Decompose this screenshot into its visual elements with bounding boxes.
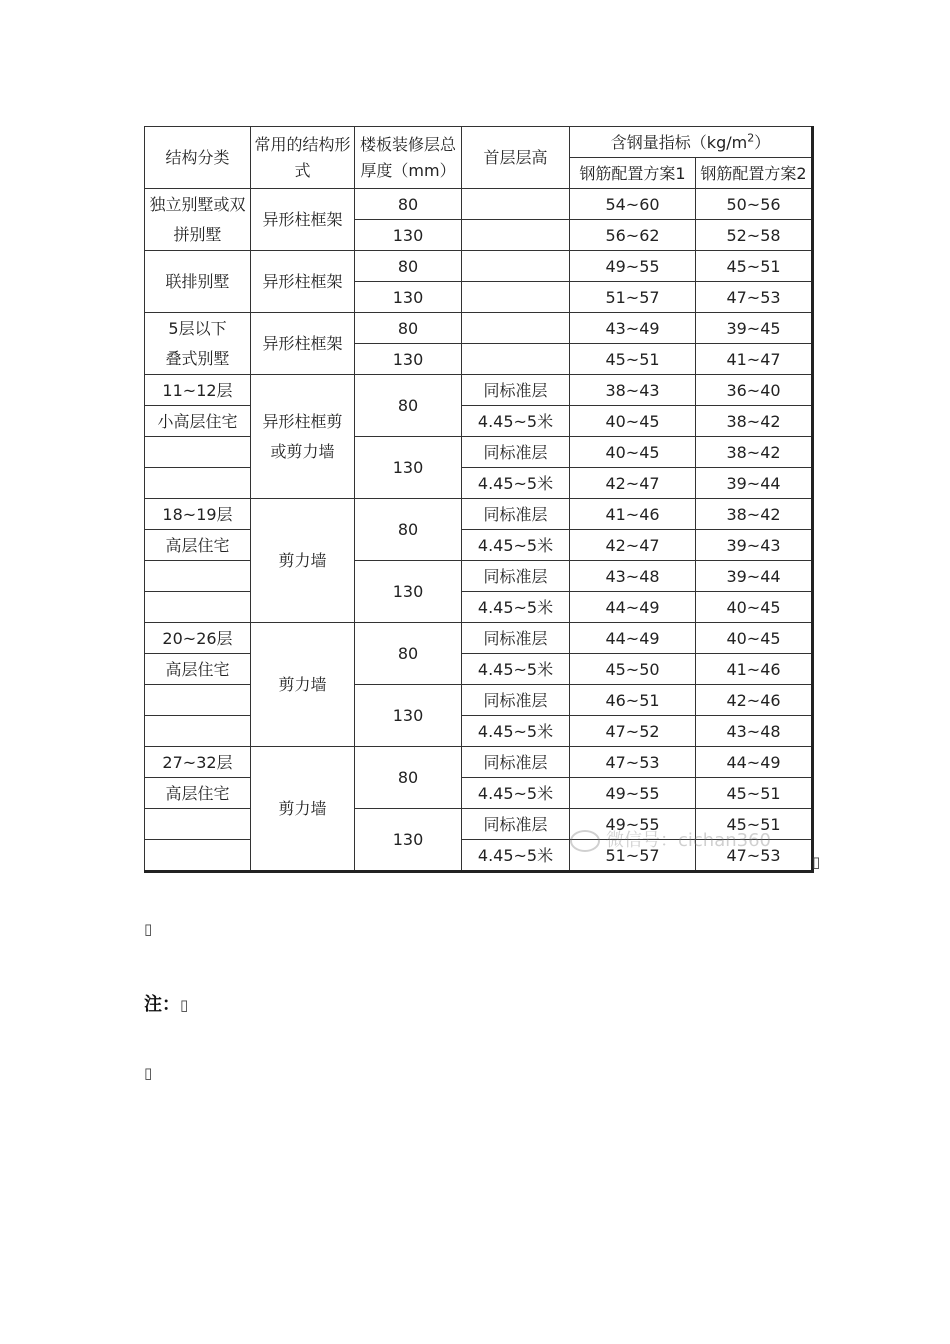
- cell-plan1: 43~48: [570, 561, 696, 592]
- header-structure-form: 常用的结构形式: [251, 127, 355, 189]
- cell-plan2: 47~53: [696, 282, 813, 313]
- cell-plan1: 45~50: [570, 654, 696, 685]
- cell-plan2: 39~43: [696, 530, 813, 561]
- placeholder-glyph: ▯: [812, 853, 821, 871]
- table-row: [145, 251, 813, 282]
- table-row: [145, 468, 813, 499]
- cell-first-floor-height: 4.45~5米: [462, 592, 570, 623]
- header-steel-index-tail: ）: [754, 132, 771, 152]
- cell-structure-class: [145, 437, 251, 468]
- table-row: [145, 778, 813, 809]
- placeholder-glyph: ▯: [180, 996, 189, 1014]
- table-row: [145, 685, 813, 716]
- cell-plan1: 51~57: [570, 840, 696, 872]
- placeholder-glyph: ▯: [144, 1064, 153, 1082]
- class-line: 5层以下: [168, 318, 227, 338]
- table-row: [145, 809, 813, 840]
- header-structure-class: 结构分类: [145, 127, 251, 189]
- cell-first-floor-height: 同标准层: [462, 375, 570, 406]
- cell-structure-class: [145, 716, 251, 747]
- cell-thickness: 130: [355, 282, 462, 313]
- cell-first-floor-height: 同标准层: [462, 623, 570, 654]
- cell-thickness: 80: [355, 251, 462, 282]
- cell-thickness: 130: [355, 220, 462, 251]
- cell-structure-class: [145, 313, 251, 375]
- cell-plan1: 40~45: [570, 437, 696, 468]
- form-line: 异形柱框剪: [262, 411, 343, 431]
- cell-plan1: 51~57: [570, 282, 696, 313]
- cell-structure-class: [145, 189, 251, 251]
- cell-structure-form: 剪力墙: [251, 499, 355, 623]
- cell-structure-class: [145, 561, 251, 592]
- cell-first-floor-height: [462, 220, 570, 251]
- table-row: [145, 189, 813, 220]
- cell-plan1: 44~49: [570, 623, 696, 654]
- table-row: [145, 840, 813, 872]
- cell-structure-class: 小高层住宅: [145, 406, 251, 437]
- cell-structure-class: 11~12层: [145, 375, 251, 406]
- cell-thickness: 130: [355, 809, 462, 872]
- cell-plan2: 36~40: [696, 375, 813, 406]
- cell-first-floor-height: 同标准层: [462, 809, 570, 840]
- cell-plan1: 42~47: [570, 468, 696, 499]
- cell-plan2: 39~44: [696, 561, 813, 592]
- table-body: [145, 189, 813, 872]
- watermark-text: 微信号：cichan360: [606, 830, 771, 851]
- cell-structure-class: 高层住宅: [145, 778, 251, 809]
- cell-plan2: 41~47: [696, 344, 813, 375]
- header-steel-index-text: 含钢量指标（kg/m: [610, 132, 748, 152]
- table-row: [145, 406, 813, 437]
- steel-content-table: [144, 126, 814, 873]
- cell-plan1: 43~49: [570, 313, 696, 344]
- cell-first-floor-height: [462, 344, 570, 375]
- table-row: [145, 623, 813, 654]
- cell-first-floor-height: 4.45~5米: [462, 468, 570, 499]
- cell-structure-form: [251, 375, 355, 499]
- cell-thickness: 80: [355, 747, 462, 809]
- cell-structure-form: 异形柱框架: [251, 189, 355, 251]
- cell-structure-class: [145, 251, 251, 313]
- cell-first-floor-height: 4.45~5米: [462, 530, 570, 561]
- cell-first-floor-height: 同标准层: [462, 685, 570, 716]
- cell-thickness: 80: [355, 499, 462, 561]
- cell-thickness: 80: [355, 623, 462, 685]
- cell-structure-class: [145, 685, 251, 716]
- cell-structure-class: [145, 468, 251, 499]
- cell-thickness: 130: [355, 685, 462, 747]
- table-row: [145, 716, 813, 747]
- cell-plan2: 45~51: [696, 778, 813, 809]
- header-slab-thickness: 楼板装修层总厚度（mm）: [355, 127, 462, 189]
- table-row: [145, 499, 813, 530]
- cell-plan1: 45~51: [570, 344, 696, 375]
- cell-plan1: 42~47: [570, 530, 696, 561]
- note-label-text: 注：: [144, 994, 180, 1015]
- table-row: [145, 592, 813, 623]
- placeholder-glyph: ▯: [144, 920, 153, 938]
- cell-first-floor-height: 4.45~5米: [462, 716, 570, 747]
- cell-structure-form: 异形柱框架: [251, 313, 355, 375]
- table-row: [145, 437, 813, 468]
- cell-plan2: 38~42: [696, 406, 813, 437]
- cell-plan1: 49~55: [570, 778, 696, 809]
- cell-first-floor-height: 同标准层: [462, 499, 570, 530]
- cell-first-floor-height: [462, 282, 570, 313]
- cell-thickness: 80: [355, 375, 462, 437]
- table-row: [145, 530, 813, 561]
- table-row: [145, 375, 813, 406]
- cell-first-floor-height: 4.45~5米: [462, 778, 570, 809]
- cell-first-floor-height: 同标准层: [462, 437, 570, 468]
- cell-plan2: 40~45: [696, 592, 813, 623]
- class-line: 独立别墅或双: [149, 194, 246, 214]
- cell-plan2: 39~44: [696, 468, 813, 499]
- cell-plan1: 44~49: [570, 592, 696, 623]
- table-header: [145, 127, 813, 189]
- cell-plan2: 38~42: [696, 499, 813, 530]
- cell-structure-class: 高层住宅: [145, 654, 251, 685]
- table-row: [145, 313, 813, 344]
- cell-thickness: 80: [355, 189, 462, 220]
- header-plan2: 钢筋配置方案2: [696, 158, 813, 189]
- cell-thickness: 130: [355, 344, 462, 375]
- cell-plan2: 44~49: [696, 747, 813, 778]
- cell-plan2: 47~53: [696, 840, 813, 872]
- cell-plan2: 39~45: [696, 313, 813, 344]
- cell-plan2: 52~58: [696, 220, 813, 251]
- cell-plan1: 49~55: [570, 251, 696, 282]
- cell-structure-class: [145, 809, 251, 840]
- form-line: 或剪力墙: [270, 441, 335, 461]
- cell-plan2: 50~56: [696, 189, 813, 220]
- cell-plan1: 40~45: [570, 406, 696, 437]
- cell-structure-class: 高层住宅: [145, 530, 251, 561]
- class-line: 联排别墅: [165, 271, 230, 291]
- table-row: [145, 654, 813, 685]
- cell-first-floor-height: 同标准层: [462, 747, 570, 778]
- cell-plan1: 56~62: [570, 220, 696, 251]
- cell-thickness: 130: [355, 437, 462, 499]
- cell-plan1: 41~46: [570, 499, 696, 530]
- cell-structure-form: 异形柱框架: [251, 251, 355, 313]
- cell-first-floor-height: 4.45~5米: [462, 840, 570, 872]
- cell-plan1: 46~51: [570, 685, 696, 716]
- cell-plan2: 41~46: [696, 654, 813, 685]
- table-row: [145, 747, 813, 778]
- cell-plan2: 45~51: [696, 809, 813, 840]
- cell-structure-form: 剪力墙: [251, 747, 355, 872]
- cell-structure-class: 27~32层: [145, 747, 251, 778]
- cell-first-floor-height: 4.45~5米: [462, 406, 570, 437]
- header-steel-index-sup: 2: [747, 131, 755, 145]
- cell-first-floor-height: [462, 189, 570, 220]
- cell-plan1: 47~53: [570, 747, 696, 778]
- cell-first-floor-height: [462, 313, 570, 344]
- cell-plan2: 42~46: [696, 685, 813, 716]
- class-line: 叠式别墅: [165, 348, 230, 368]
- class-line: 拼别墅: [173, 224, 222, 244]
- cell-plan2: 40~45: [696, 623, 813, 654]
- cell-plan2: 43~48: [696, 716, 813, 747]
- cell-first-floor-height: 同标准层: [462, 561, 570, 592]
- cell-structure-class: 20~26层: [145, 623, 251, 654]
- header-steel-index: [570, 127, 813, 158]
- cell-thickness: 130: [355, 561, 462, 623]
- cell-plan1: 49~55: [570, 809, 696, 840]
- table-row: [145, 561, 813, 592]
- cell-structure-class: [145, 592, 251, 623]
- cell-plan1: 47~52: [570, 716, 696, 747]
- cell-structure-class: 18~19层: [145, 499, 251, 530]
- header-first-floor-height: 首层层高: [462, 127, 570, 189]
- cell-structure-class: [145, 840, 251, 872]
- header-plan1: 钢筋配置方案1: [570, 158, 696, 189]
- cell-plan1: 54~60: [570, 189, 696, 220]
- cell-plan1: 38~43: [570, 375, 696, 406]
- note-label: [144, 990, 188, 1016]
- cell-first-floor-height: 4.45~5米: [462, 654, 570, 685]
- cell-plan2: 38~42: [696, 437, 813, 468]
- cell-plan2: 45~51: [696, 251, 813, 282]
- cell-first-floor-height: [462, 251, 570, 282]
- cell-structure-form: 剪力墙: [251, 623, 355, 747]
- cell-thickness: 80: [355, 313, 462, 344]
